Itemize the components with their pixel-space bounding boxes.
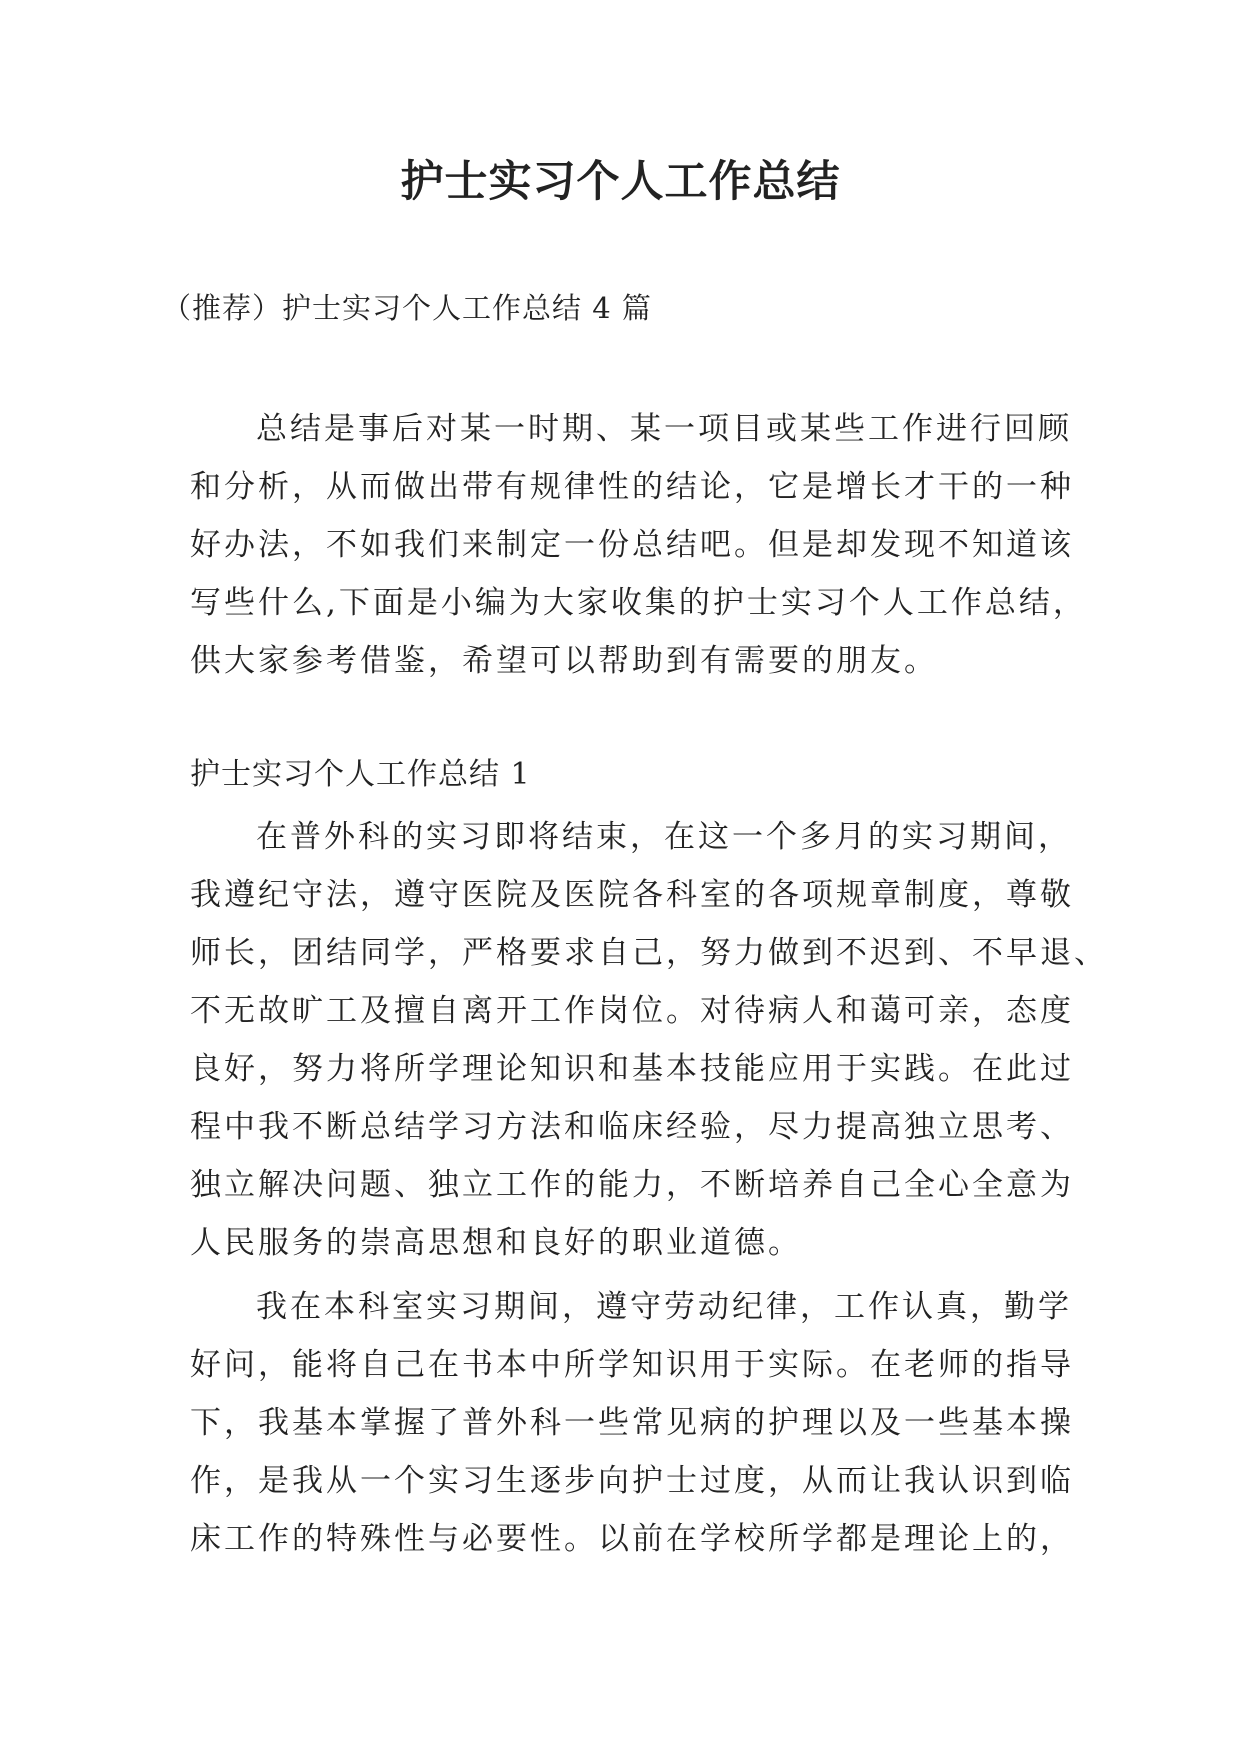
intro-line: 写些什么,下面是小编为大家收集的护士实习个人工作总结， <box>190 585 1087 621</box>
paragraph-line: 作，是我从一个实习生逐步向护士过度，从而让我认识到临 <box>190 1463 1074 1499</box>
paragraph-line: 好问，能将自己在书本中所学知识用于实际。在老师的指导 <box>190 1347 1074 1383</box>
document-title: 护士实习个人工作总结 <box>400 157 841 207</box>
section-heading: 护士实习个人工作总结 1 <box>190 757 531 792</box>
intro-paragraph <box>190 400 1087 690</box>
paragraph-1 <box>190 808 1108 1272</box>
intro-line: 总结是事后对某一时期、某一项目或某些工作进行回顾 <box>256 411 1072 447</box>
paragraph-line: 人民服务的崇高思想和良好的职业道德。 <box>190 1225 802 1261</box>
document-subtitle: （推荐）护士实习个人工作总结 4 篇 <box>162 291 652 325</box>
paragraph-line: 良好，努力将所学理论知识和基本技能应用于实践。在此过 <box>190 1051 1074 1087</box>
paragraph-line: 我遵纪守法，遵守医院及医院各科室的各项规章制度，尊敬 <box>190 877 1074 913</box>
paragraph-line: 床工作的特殊性与必要性。以前在学校所学都是理论上的， <box>190 1521 1074 1557</box>
paragraph-line: 独立解决问题、独立工作的能力，不断培养自己全心全意为 <box>190 1167 1074 1203</box>
intro-line: 供大家参考借鉴，希望可以帮助到有需要的朋友。 <box>190 643 938 679</box>
paragraph-line: 下，我基本掌握了普外科一些常见病的护理以及一些基本操 <box>190 1405 1074 1441</box>
intro-line: 好办法，不如我们来制定一份总结吧。但是却发现不知道该 <box>190 527 1074 563</box>
paragraph-line: 在普外科的实习即将结束，在这一个多月的实习期间， <box>256 819 1072 855</box>
paragraph-line: 程中我不断总结学习方法和临床经验，尽力提高独立思考、 <box>190 1109 1074 1145</box>
paragraph-2 <box>190 1278 1074 1568</box>
paragraph-line: 不无故旷工及擅自离开工作岗位。对待病人和蔼可亲，态度 <box>190 993 1074 1029</box>
paragraph-line: 师长，团结同学，严格要求自己，努力做到不迟到、不早退、 <box>190 935 1108 971</box>
intro-line: 和分析，从而做出带有规律性的结论，它是增长才干的一种 <box>190 469 1074 505</box>
paragraph-line: 我在本科室实习期间，遵守劳动纪律，工作认真，勤学 <box>256 1289 1072 1325</box>
